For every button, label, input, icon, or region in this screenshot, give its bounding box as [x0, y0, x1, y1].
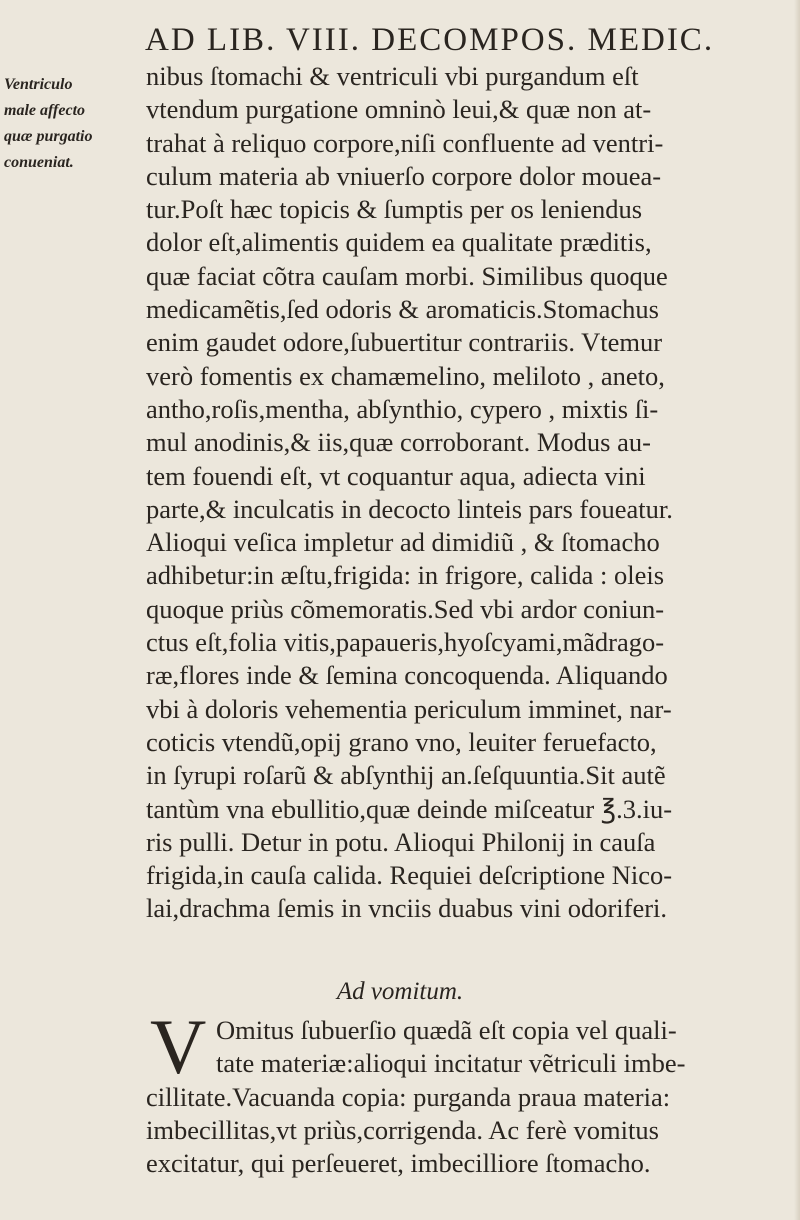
- text-line: medicamẽtis,ſed odoris & aromaticis.Stomachus: [146, 294, 659, 325]
- text-line: imbecillitas,vt priùs,corrigenda. Ac ferè vomitus: [146, 1114, 659, 1145]
- margin-note-line: male affecto: [4, 102, 86, 119]
- margin-note: [4, 72, 144, 176]
- text-line: frigida,in cauſa calida. Requiei deſcriptione Nico-: [146, 860, 673, 891]
- text-line: excitatur, qui perſeueret, imbecilliore ſtomacho.: [146, 1148, 651, 1179]
- text-line: verò fomentis ex chamæmelino, meliloto , aneto,: [146, 360, 665, 391]
- text-line: tem fouendi eſt, vt coquantur aqua, adiecta vini: [146, 460, 646, 491]
- text-line: tate materiæ:alioqui incitatur vẽtriculi imbe-: [216, 1048, 686, 1079]
- text-line: parte,& inculcatis in decocto linteis pars foueatur.: [146, 493, 673, 524]
- body-text: [146, 60, 791, 926]
- section-text: [146, 1003, 791, 1180]
- text-line: antho,roſis,mentha, abſynthio, cypero , mixtis ſi-: [146, 393, 659, 424]
- text-line: Omitus ſubuerſio quædã eſt copia vel quali-: [216, 1015, 677, 1045]
- text-line: enim gaudet odore,ſubuertitur contrariis. Vtemur: [146, 327, 663, 358]
- text-line: trahat à reliquo corpore,niſi confluente ad ventri-: [146, 127, 664, 158]
- text-line: coticis vtendũ,opij grano vno, leuiter feruefacto,: [146, 726, 657, 757]
- text-line: quæ faciat cõtra cauſam morbi. Similibus quoque: [146, 260, 668, 291]
- text-line: ctus eſt,folia vitis,papaueris,hyoſcyami,mãdrago-: [146, 627, 665, 658]
- text-line: tur.Poſt hæc topicis & ſumptis per os leniendus: [146, 194, 643, 225]
- text-line: adhibetur:in æſtu,frigida: in frigore, calida : oleis: [146, 560, 665, 591]
- text-line: culum materia ab vniuerſo corpore dolor mouea-: [146, 160, 662, 191]
- margin-note-line: Ventriculo: [4, 76, 73, 93]
- text-line: nibus ſtomachi & ventriculi vbi purgandum eſt: [146, 61, 639, 91]
- text-line: vbi à doloris vehementia periculum imminet, nar-: [146, 693, 672, 724]
- text-line: ræ,flores inde & ſemina concoquenda. Aliquando: [146, 660, 668, 691]
- text-line: ris pulli. Detur in potu. Alioqui Philonij in cauſa: [146, 826, 656, 857]
- text-line: mul anodinis,& iis,quæ corroborant. Modus au-: [146, 427, 651, 458]
- text-line: in ſyrupi roſarũ & abſynthij an.ſeſquuntia.Sit autẽ: [146, 760, 666, 791]
- text-line: vtendum purgatione omninò leui,& quæ non at-: [146, 94, 652, 125]
- text-line: Alioqui veſica impletur ad dimidiũ , & ſtomacho: [146, 527, 660, 558]
- running-head: AD LIB. VIII. DECOMPOS. MEDIC.: [145, 22, 715, 58]
- text-line: dolor eſt,alimentis quidem ea qualitate præditis,: [146, 227, 652, 258]
- margin-note-line: quæ purgatio: [4, 128, 93, 145]
- text-line: lai,drachma ſemis in vnciis duabus vini odoriferi.: [146, 893, 668, 924]
- drop-cap-initial: V: [150, 1003, 207, 1090]
- page-edge: [794, 0, 800, 1220]
- section-heading: Ad vomitum.: [336, 978, 464, 1005]
- text-line: tantùm vna ebullitio,quæ deinde miſceatur ℥.3.iu-: [146, 793, 673, 824]
- text-line: cillitate.Vacuanda copia: purganda praua materia:: [146, 1081, 671, 1112]
- text-line: quoque priùs cõmemoratis.Sed vbi ardor coniun-: [146, 593, 665, 624]
- margin-note-line: conueniat.: [4, 154, 74, 171]
